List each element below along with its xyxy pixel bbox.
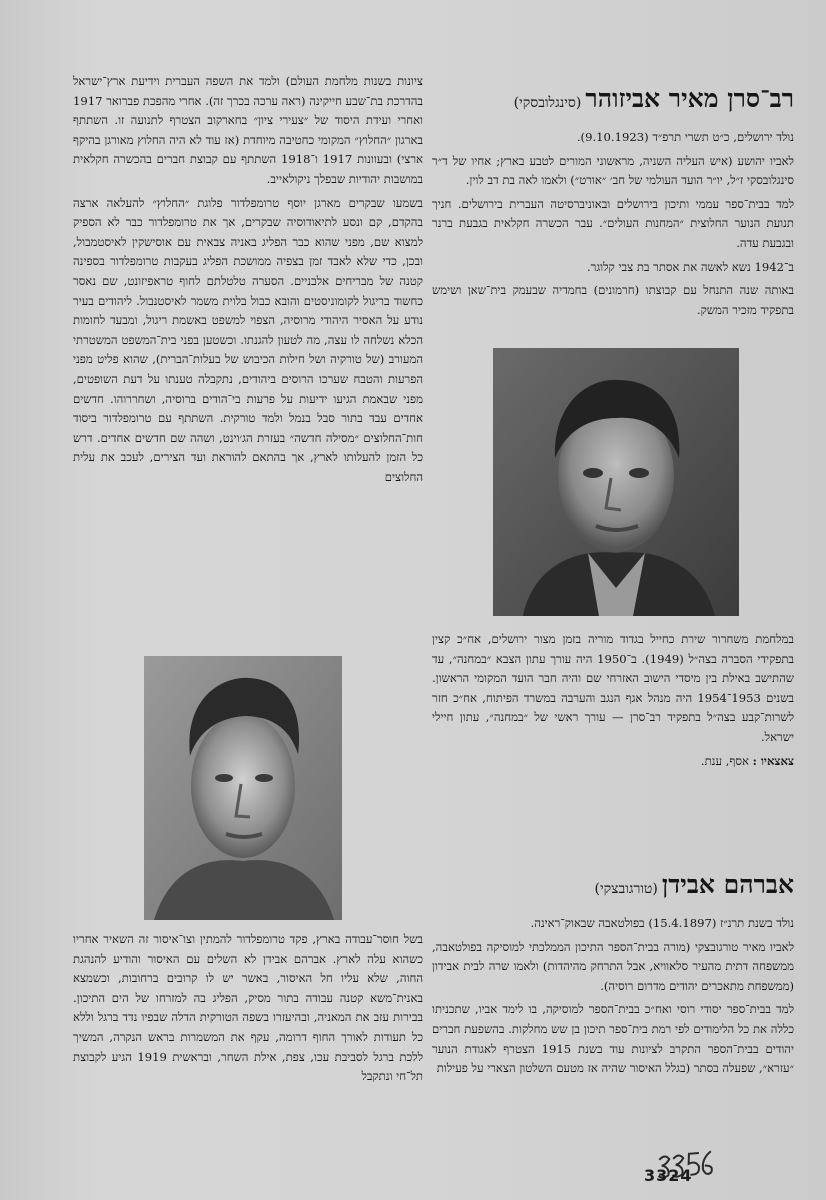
bio1-original-name: (סינגלובסקי)	[513, 95, 582, 111]
page-number: 3324	[644, 1166, 693, 1185]
bio1-paragraph: נולד ירושלים, כ״ט תשרי תרפ״ד (9.10.1923).	[576, 130, 794, 144]
portrait-photo-bio2	[144, 656, 342, 920]
bio2-heading	[432, 868, 794, 906]
bio1-paragraph: באותה שנה התנחל עם קבוצתו (חרמונים) בחמדיה שבעמק בית־שאן ושימש בתפקיד מזכיר המשק.	[432, 283, 794, 317]
bio2-name: אברהם אבידן	[661, 870, 794, 899]
bio1-section	[432, 72, 794, 324]
bio1-sources	[432, 752, 794, 772]
bio1-paragraph: ב־1942 נשא לאשה את אסתר בת צבי קלוגר.	[586, 259, 794, 274]
bio2-continuation-paragraph: ציונות בשנות מלחמת העולם) ולמד את השפה העברית וידיעת ארץ־ישראל בהדרכת בת־שבע חייקינה (ראה ערכה בכרך זה). אחרי מהפכת פברואר 1917 ואחרי ועידת היסוד של ״צעירי ציון״ בחארקוב הצטרף לתנועה זו. השתתף בארגון ״החלוץ״ המקומי כחטיבה מיוחדת (אז עוד לא היה החלוץ מאורגן בהיקף ארצי) ובעוונות 1917 ו־1918 השתתף עם קבוצת חברים בהכשרה חקלאית במושבות יהודיות שבפלך ניקולאייב.	[73, 74, 424, 186]
bio2-continuation-column-bottom	[73, 930, 423, 1091]
bio1-paragraph: לאביו יהושע (איש העליה השניה, מראשוני המורים לטבע בארץ; אחיו של ד״ר סינגלובסקי ז״ל, יו״ר הועד העולמי של חב׳ ״אורט״) ולאמו לאה בת דב לוין.	[432, 153, 794, 188]
bio2-paragraph: לאביו מאיר טורגובצקי (מורה בבית־הספר התיכון הממלכתי למוסיקה בפולטאבה, ממשפחה דתית מהעיר סלאוויא, אבל התרחק מהיהדות) ולאמו שרה לבית אבידון (ממשפחת מתאכרים יהודים מדרום רוסיה).	[432, 939, 794, 993]
bio2-continuation-column	[73, 72, 423, 491]
bio2-continuation-paragraph: בשמעו שבקרים מארגן יוסף טרומפלדור פלוגת ״החלוץ״ להעלאה ארצה בהקדם, קם ונסע לתיאודוסיה שבקרים, אך את טרומפלדור כבר לא הספיק למצוא שם, מפני שהוא כבר הפליג באניה צבאית עם אוסישקין לאיסטמבול, ובכן, כדי שלא לאבד זמן בצפיה ממושכת הפליג בעקבות טרומפלדור בספינה קטנה של מבריחים אלבניים. הסערה טלטלתם לחוף טראפיזונט, שם נאסר כחשוד בריגול לקומוניסטים והובא כבול בלוית משמר לאיסטנבול. ליהודים בעיר נודע על האסיר היהודי מרוסיה, הצפוי למשפט באשמת ריגול, ומבעד לחומות הכלא נשלחה לו עצה, מה לטעון להגנתו. וכשטען בפני בית־המשפט המשטרתי המעורב (של טורקיה ושל חילות הכיבוש של בעלות־הברית), שהוא פליט מפני הפרעות והטבח שערכו הרוסים ביהודים, נתקבלה טענתו על דעת השופטים, מפני שבאמת הגיעו ידיעות על פרעות בי־הודים ברוסיה, ושחררוהו. חדשים אחדים עבד בתור סבל בנמל ולמד טורקית. השתתף עם טרומפלדור ביסוד חות־החלוצים ״מסילה חדשה״ בעזרת הג׳וינט, ושהה שם חדשים אחדים. דרש כל הזמן להעלותו לארץ, אך בהתאם להוראת ועד הצירים, לעכב את עלית החלוצים	[73, 195, 423, 484]
bio2-continuation-paragraph: בשל חוסר־עבודה בארץ, פקד טרומפלדור להמתין וצו־איסור זה השאיר אחריו כשהוא עלה לארץ. אברהם אבידן לא השלים עם האיסור והודיע להנהגת החוה, שלא עליו חל האיסור, באשר יש לו קרובים ברחובות, וכשמצא באנית־משא קטנה עבודה בתור מסיק, הפליג בה למזרחו של הים התיכון. בבירות עזב את המאניה, ובהיעזרו בשפה הטורקית הדלה שבפיו נדד ברגל וללא כל תעודות לאורך החוף דרומה, עקף את המשמרות בראש הנקרה, המשיך ללכת ברגל לסביבת עכו, צפת, אילת השחר, ובראשית 1919 הגיע לקבוצת תל־חי ונתקבל	[73, 932, 423, 1084]
bio1-paragraph: במלחמת משחרור שירת כחייל בגדוד מוריה בזמן מצור ירושלים, אח״כ קצין בתפקידי הסברה בצה״ל (1949). ב־1950 היה עורך עתון הצבא ״במחנה״, עד שהתישב באילת בין מיסדי הישוב האזרחי שם והיה חבר הועד המקומי הראשון. בשנים 1953־1954 היה מנהל אגף הנגב והערבה במשרד הפיתוח, אח״כ חזר לשרות־קבע בצה״ל בתפקיד רב־סרן — עורך ראשי של ״במחנה״, עתון חיילי ישראל.	[432, 632, 795, 744]
bio2-original-name: (טורגובצקי)	[594, 881, 658, 897]
bio2-paragraph: נולד בשנת תרנ״ז (15.4.1897) בפולטאבה שבאוק־ראינה.	[530, 916, 794, 930]
bio1-name: רב־סרן מאיר אביזוהר	[585, 84, 794, 113]
portrait-photo-bio1	[493, 348, 739, 616]
bio1-sources-label: צאצאיו :	[752, 753, 794, 768]
bio2-section	[432, 858, 794, 1083]
bio2-paragraph: למד בבית־ספר יסודי רוסי ואח״כ בבית־הספר למוסיקה, בו לימד אביו, שתכניתו כללה את כל הלימודים לפי רמת בית־ספר תיכון בן שש מחלקות. בהשפעת חברים יהודים בבית־הספר התקרב לציונות עוד בשנת 1915 הצטרף לאגודת הנוער ״עזרא״, שפעלה בסתר (בגלל האיסור שהיה אז מטעם השלטון הצארי על פעילות	[432, 1002, 794, 1076]
bio1-heading	[432, 82, 794, 120]
bio1-section-continued	[432, 630, 794, 775]
bio1-paragraph: למד בבית־ספר עממי ותיכון בירושלים ובאוניברסיטה העברית בירושלים. חניך תנועת הנוער החלוצית ״המחנות העולים״. עבר הכשרה חקלאית בגבעת ברנר ובגבעת עדה.	[432, 196, 794, 250]
bio1-sources-text: אסף, ענת.	[700, 753, 749, 768]
